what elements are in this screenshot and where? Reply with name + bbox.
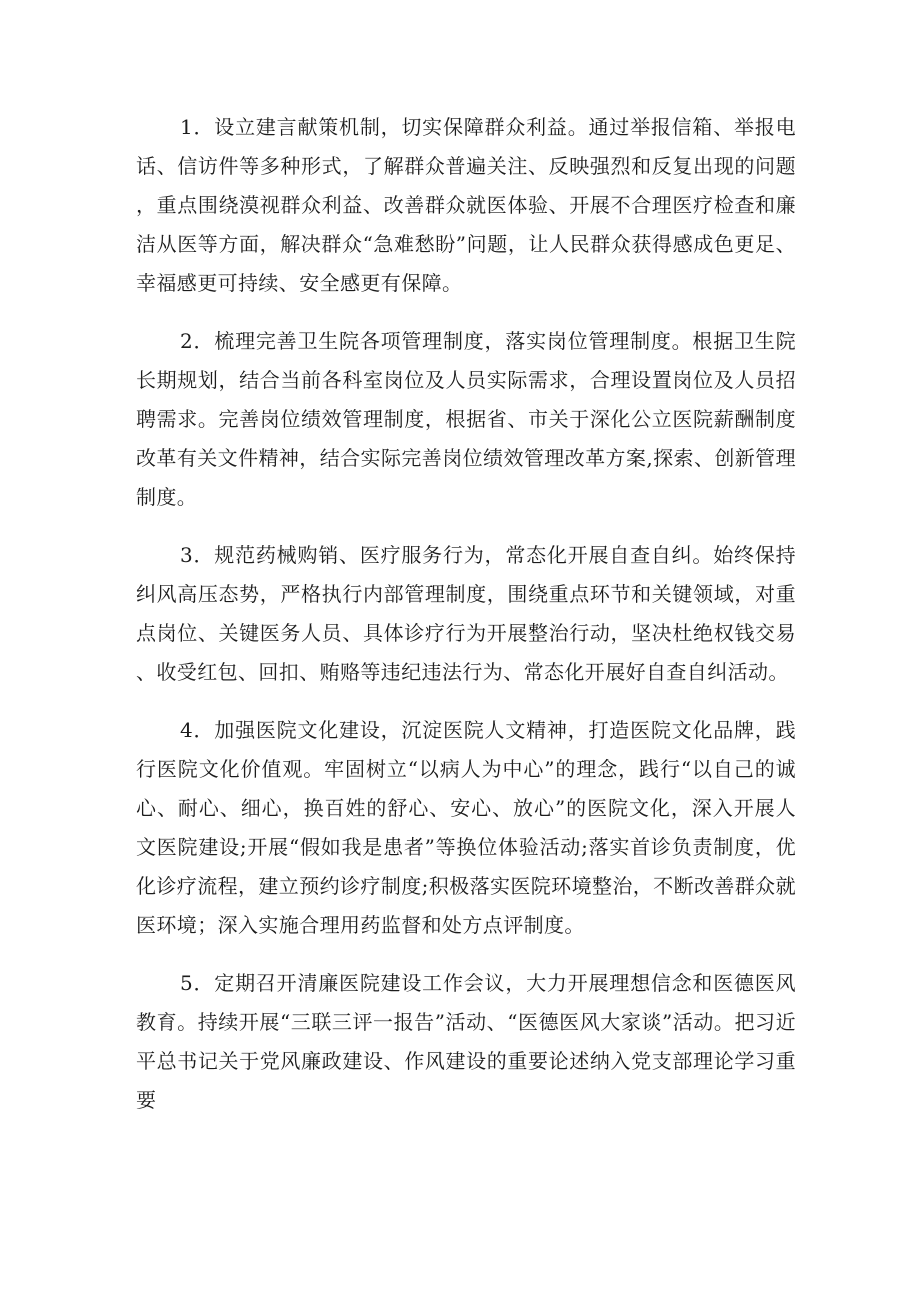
- document-body: [136, 108, 796, 1139]
- paragraph-2: 2．梳理完善卫生院各项管理制度，落实岗位管理制度。根据卫生院长期规划，结合当前各科室岗位及人员实际需求，合理设置岗位及人员招聘需求。完善岗位绩效管理制度，根据省、市关于深化公立医院薪酬制度改革有关文件精神，结合实际完善岗位绩效管理改革方案,探索、创新管理制度。: [136, 329, 796, 509]
- paragraph-1: 1．设立建言献策机制，切实保障群众利益。通过举报信箱、举报电话、信访件等多种形式，了解群众普遍关注、反映强烈和反复出现的问题，重点围绕漠视群众利益、改善群众就医体验、开展不合理医疗检查和廉洁从医等方面，解决群众“急难愁盼”问题，让人民群众获得感成色更足、幸福感更可持续、安全感更有保障。: [136, 115, 796, 295]
- paragraph-4: 4．加强医院文化建设，沉淀医院人文精神，打造医院文化品牌，践行医院文化价值观。牢固树立“以病人为中心”的理念，践行“以自己的诚心、耐心、细心，换百姓的舒心、安心、放心”的医院文化，深入开展人文医院建设;开展“假如我是患者”等换位体验活动;落实首诊负责制度，优化诊疗流程，建立预约诊疗制度;积极落实医院环境整治，不断改善群众就医环境；深入实施合理用药监督和处方点评制度。: [136, 718, 796, 937]
- paragraph-3: 3．规范药械购销、医疗服务行为，常态化开展自查自纠。始终保持纠风高压态势，严格执行内部管理制度，围绕重点环节和关键领域，对重点岗位、关键医务人员、具体诊疗行为开展整治行动，坚决杜绝权钱交易、收受红包、回扣、贿赂等违纪违法行为、常态化开展好自查自纠活动。: [136, 543, 796, 684]
- paragraph-5: 5．定期召开清廉医院建设工作会议，大力开展理想信念和医德医风教育。持续开展“三联三评一报告”活动、“医德医风大家谈”活动。把习近平总书记关于党风廉政建设、作风建设的重要论述纳入党支部理论学习重要: [136, 971, 796, 1112]
